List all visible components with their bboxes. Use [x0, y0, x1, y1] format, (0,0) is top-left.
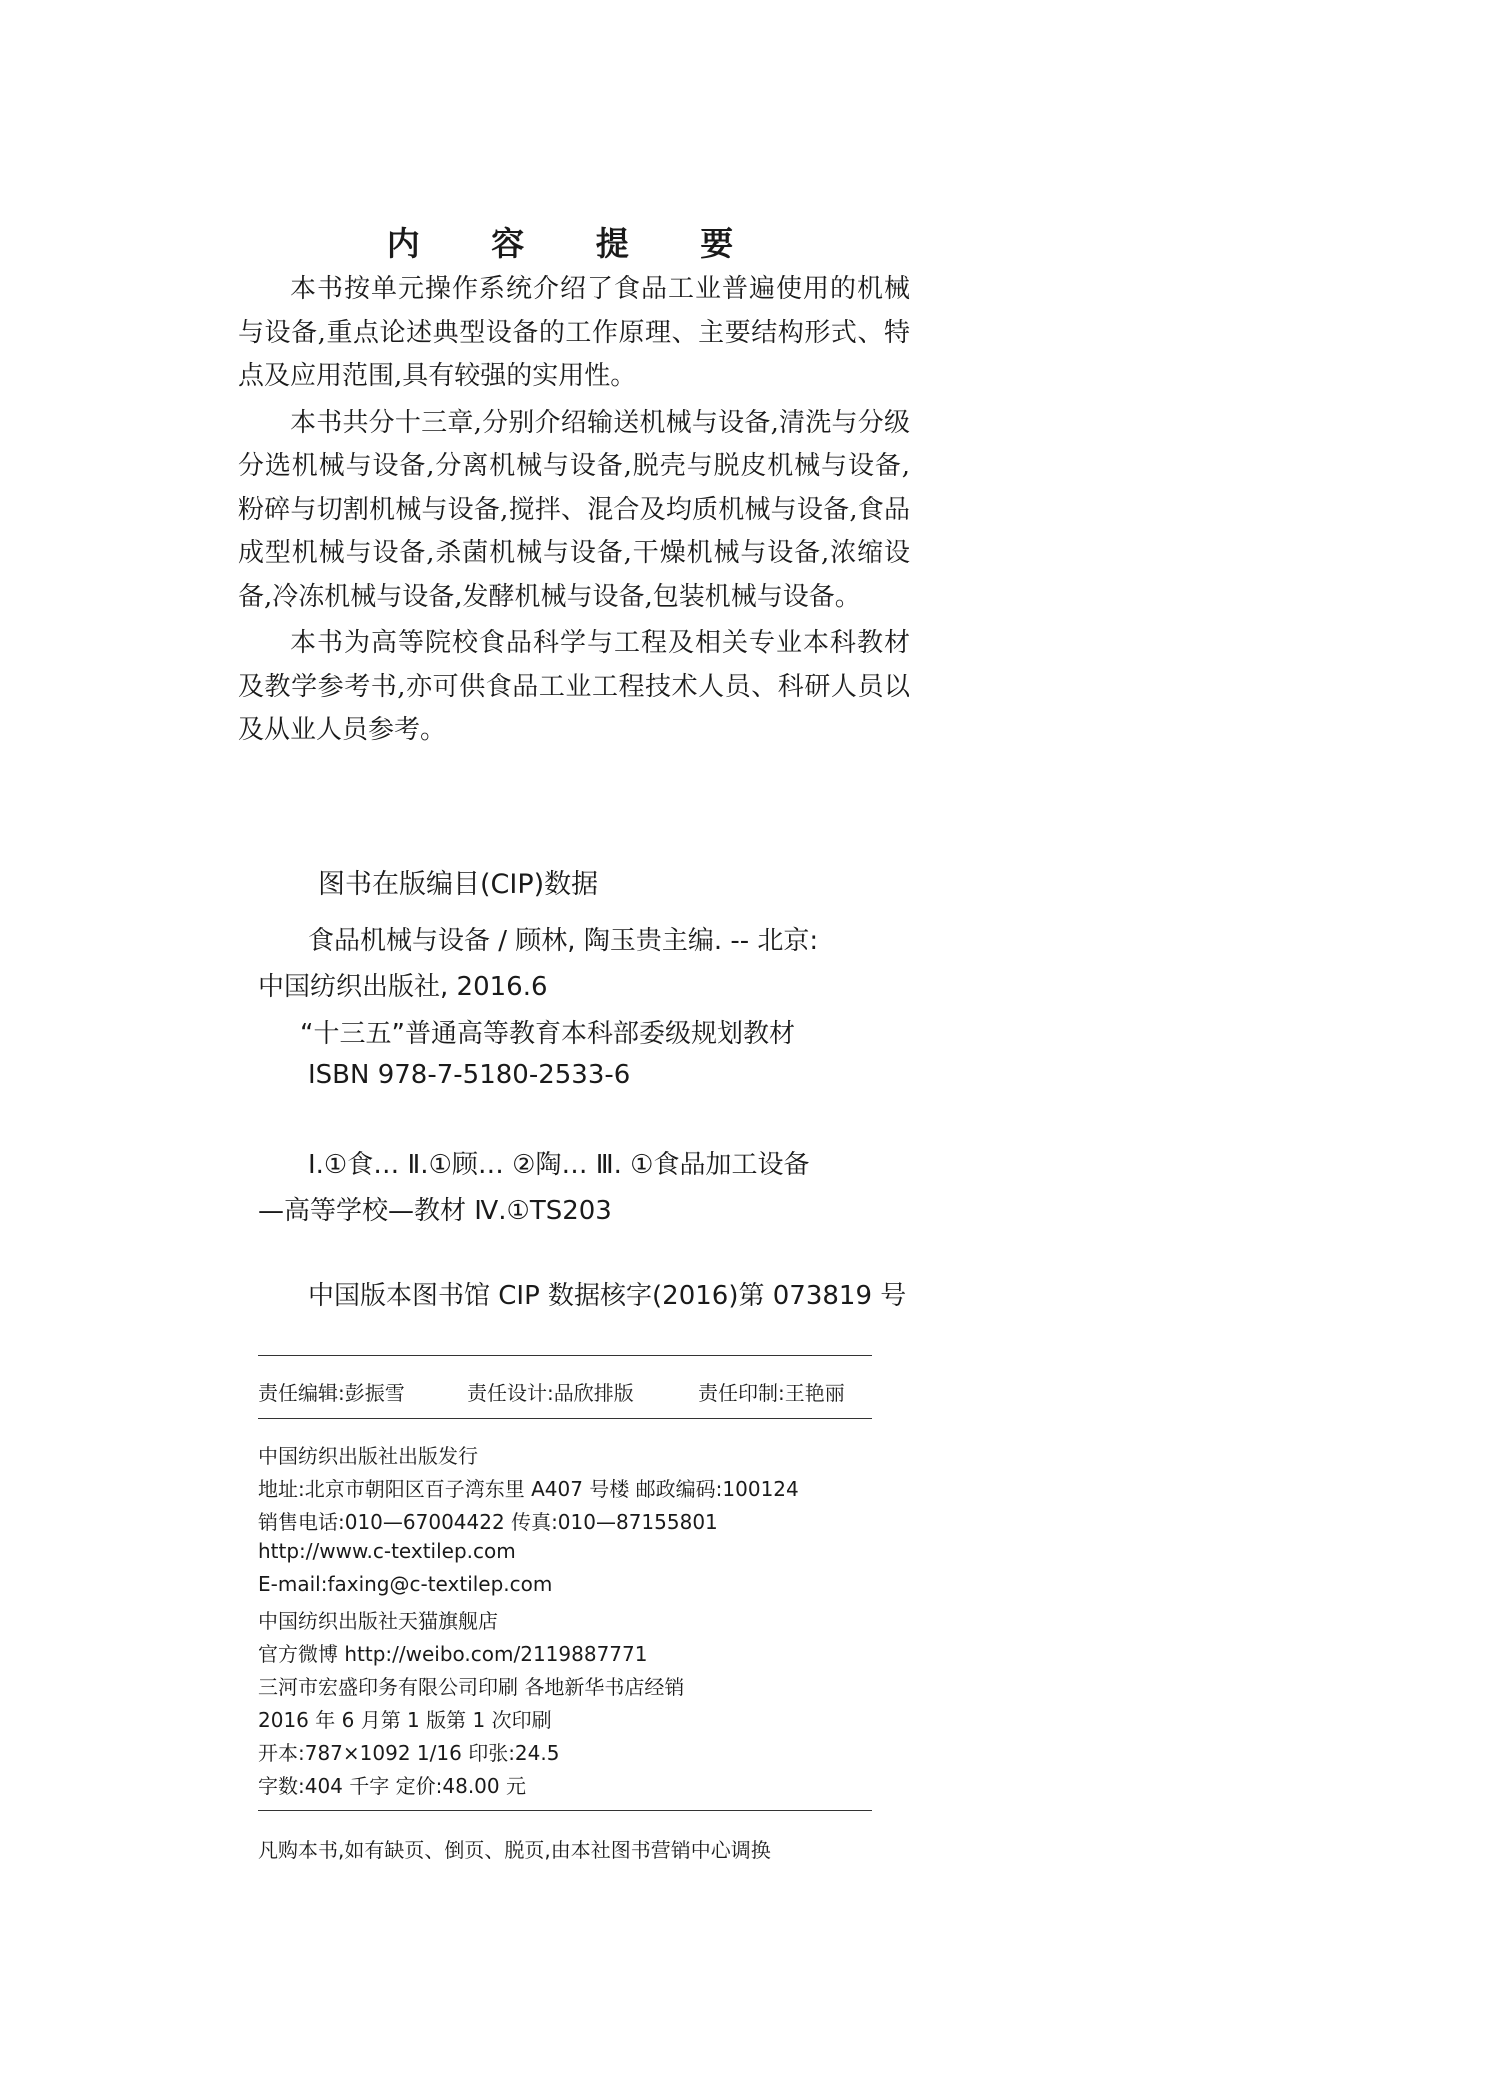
- abstract-paragraph: 本书为高等院校食品科学与工程及相关专业本科教材及教学参考书,亦可供食品工业工程技术人员、科研人员以及从业人员参考。: [238, 628, 910, 745]
- edition-info: 2016 年 6 月第 1 版第 1 次印刷: [258, 1708, 552, 1732]
- divider: [258, 1418, 872, 1419]
- cip-classification-line-2: —高等学校—教材 Ⅳ.①TS203: [258, 1196, 612, 1226]
- publisher-email: E-mail:faxing@c-textilep.com: [258, 1572, 553, 1596]
- divider: [258, 1810, 872, 1811]
- publisher-website: http://www.c-textilep.com: [258, 1539, 516, 1563]
- printer-info: 三河市宏盛印务有限公司印刷 各地新华书店经销: [258, 1675, 685, 1699]
- publisher-weibo: 官方微博 http://weibo.com/2119887771: [258, 1642, 648, 1666]
- abstract-paragraph: 本书按单元操作系统介绍了食品工业普遍使用的机械与设备,重点论述典型设备的工作原理、主要结构形式、特点及应用范围,具有较强的实用性。: [238, 274, 910, 391]
- responsible-printer: 责任印制:王艳丽: [698, 1381, 845, 1405]
- abstract-title: 内 容 提 要: [386, 224, 764, 263]
- publisher-phone: 销售电话:010—67004422 传真:010—87155801: [258, 1510, 718, 1534]
- cip-isbn-line: ISBN 978-7-5180-2533-6: [308, 1060, 631, 1090]
- abstract-body: [238, 268, 910, 756]
- price-info: 字数:404 千字 定价:48.00 元: [258, 1774, 526, 1798]
- abstract-paragraph: 本书共分十三章,分别介绍输送机械与设备,清洗与分级分选机械与设备,分离机械与设备,脱壳与脱皮机械与设备,粉碎与切割机械与设备,搅拌、混合及均质机械与设备,食品成型机械与设备,杀菌机械与设备,干燥机械与设备,浓缩设备,冷冻机械与设备,发酵机械与设备,包装机械与设备。: [238, 407, 910, 612]
- publisher-name: 中国纺织出版社出版发行: [258, 1444, 478, 1468]
- cip-classification-line: Ⅰ.①食… Ⅱ.①顾… ②陶… Ⅲ. ①食品加工设备: [308, 1150, 810, 1180]
- publisher-store: 中国纺织出版社天猫旗舰店: [258, 1609, 498, 1633]
- cip-series-line: “十三五”普通高等教育本科部委级规划教材: [300, 1019, 795, 1049]
- format-info: 开本:787×1092 1/16 印张:24.5: [258, 1741, 560, 1765]
- publisher-address: 地址:北京市朝阳区百子湾东里 A407 号楼 邮政编码:100124: [258, 1477, 799, 1501]
- cip-heading: 图书在版编目(CIP)数据: [318, 869, 599, 900]
- responsible-designer: 责任设计:品欣排版: [467, 1381, 634, 1405]
- notice: 凡购本书,如有缺页、倒页、脱页,由本社图书营销中心调换: [258, 1838, 771, 1862]
- responsible-editor: 责任编辑:彭振雪: [258, 1381, 405, 1405]
- cip-title-line: 食品机械与设备 / 顾林, 陶玉贵主编. -- 北京:: [308, 926, 819, 956]
- divider: [258, 1355, 872, 1356]
- cip-record-number: 中国版本图书馆 CIP 数据核字(2016)第 073819 号: [308, 1281, 907, 1311]
- cip-publisher-line: 中国纺织出版社, 2016.6: [258, 972, 548, 1002]
